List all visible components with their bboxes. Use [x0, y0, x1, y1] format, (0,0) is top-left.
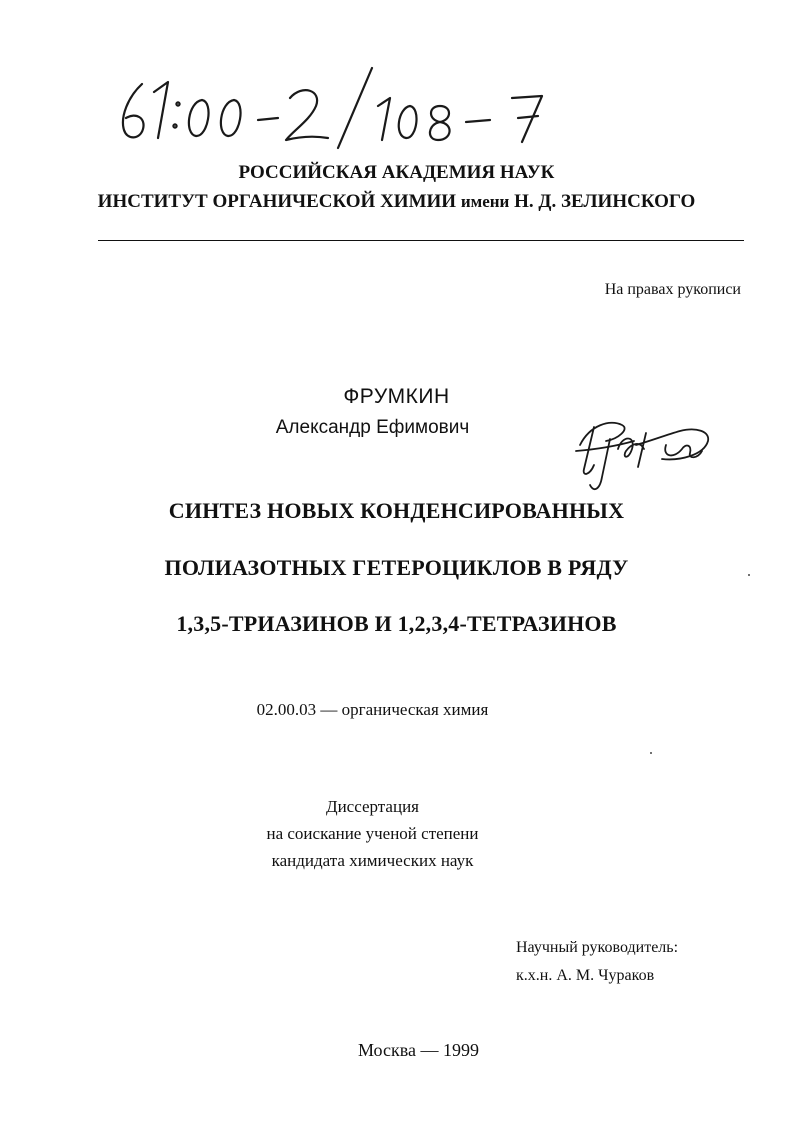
title-line-1: СИНТЕЗ НОВЫХ КОНДЕНСИРОВАННЫХ: [168, 498, 625, 523]
specialty-code: 02.00.03 — органическая химия: [256, 700, 489, 719]
supervisor-name: к.х.н. А. М. Чураков: [516, 967, 655, 984]
institute-name-part3: Н. Д. ЗЕЛИНСКОГО: [514, 191, 696, 212]
author-signature: [570, 405, 720, 495]
handwritten-archive-number: [110, 62, 580, 152]
dissertation-degree: кандидата химических наук: [271, 851, 474, 870]
supervisor-label: Научный руководитель:: [516, 939, 679, 956]
place-year: Москва — 1999: [358, 1040, 479, 1060]
institute-name: [0, 189, 793, 214]
header-divider: [98, 240, 744, 241]
institute-name-part2: имени: [460, 192, 510, 211]
author-first-names: Александр Ефимович: [275, 417, 470, 438]
dissertation-purpose: на соискание ученой степени: [266, 824, 479, 843]
title-line-2: ПОЛИАЗОТНЫХ ГЕТЕРОЦИКЛОВ В РЯДУ: [164, 555, 629, 580]
scan-speck: [650, 752, 652, 754]
dissertation-type: Диссертация: [325, 797, 419, 816]
title-line-3: 1,3,5-ТРИАЗИНОВ И 1,2,3,4-ТЕТРАЗИНОВ: [176, 611, 617, 636]
institute-name-part1: ИНСТИТУТ ОРГАНИЧЕСКОЙ ХИМИИ: [97, 191, 457, 212]
manuscript-rights: На правах рукописи: [604, 281, 741, 298]
scan-speck: [748, 574, 750, 576]
academy-name: РОССИЙСКАЯ АКАДЕМИЯ НАУК: [238, 162, 555, 183]
author-last-name: ФРУМКИН: [343, 385, 450, 408]
